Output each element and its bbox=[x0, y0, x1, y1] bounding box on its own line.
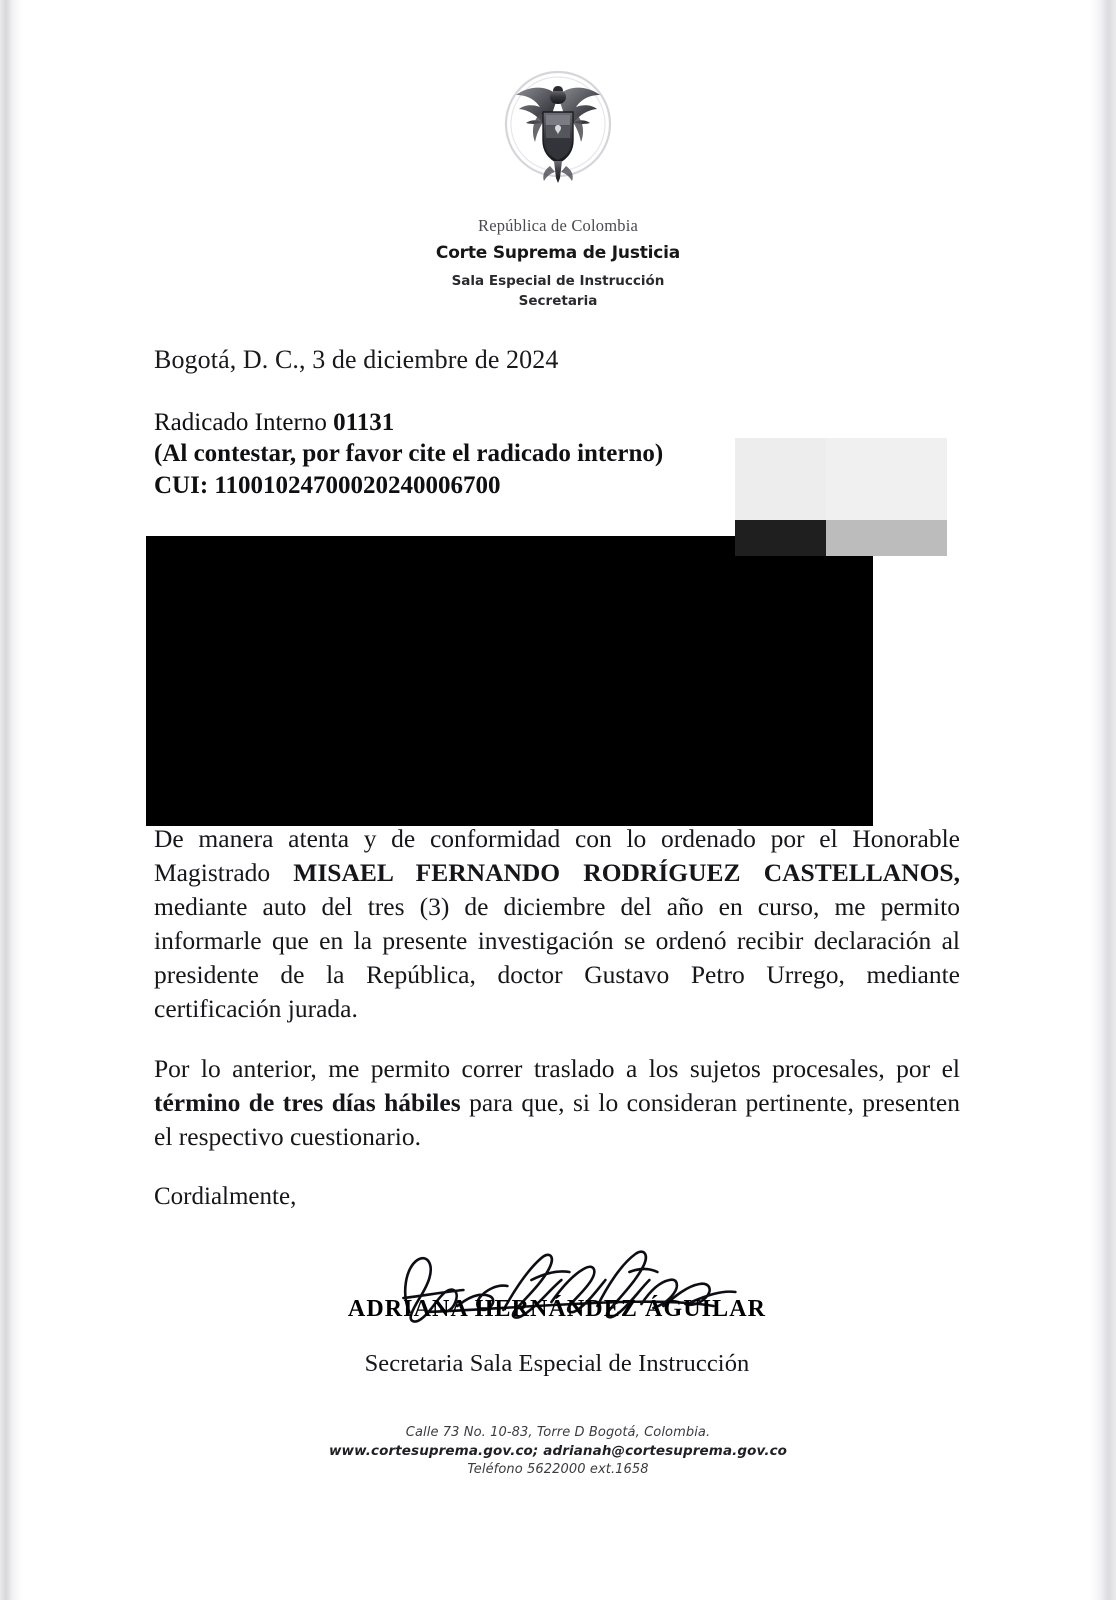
letterhead-court-name: Corte Suprema de Justicia bbox=[435, 242, 681, 263]
document-footer bbox=[0, 1425, 1116, 1477]
colombia-coat-of-arms-icon bbox=[488, 62, 628, 202]
paragraph-two bbox=[154, 1052, 960, 1154]
footer-web-email: www.cortesuprema.gov.co; adrianah@cortesuprema.gov.co bbox=[328, 1443, 788, 1459]
radicado-label: Radicado Interno bbox=[154, 408, 334, 436]
paragraph-two-text-b: para que, si lo consideran pertinente, presenten el respectivo cuestionario. bbox=[154, 1088, 960, 1152]
date-line: Bogotá, D. C., 3 de diciembre de 2024 bbox=[154, 345, 559, 374]
radicado-internal-line bbox=[154, 407, 960, 439]
redaction-block-light-a bbox=[735, 438, 826, 520]
redaction-block-main bbox=[146, 536, 873, 826]
signature-area bbox=[154, 1240, 960, 1344]
signer-name: ADRIANA HERNÁNDEZ ÁGUILAR bbox=[347, 1296, 767, 1322]
paragraph-one bbox=[154, 822, 960, 1025]
closing-salutation: Cordialmente, bbox=[154, 1183, 297, 1210]
paragraph-two-text-a: Por lo anterior, me permito correr traslado a los sujetos procesales, por el bbox=[154, 1054, 960, 1084]
radicado-note: (Al contestar, por favor cite el radicado interno) bbox=[154, 440, 664, 467]
signer-title: Secretaria Sala Especial de Instrucción bbox=[364, 1350, 750, 1377]
deadline-term: término de tres días hábiles bbox=[154, 1088, 461, 1118]
redaction-block-dark bbox=[735, 520, 826, 556]
footer-address: Calle 73 No. 10-83, Torre D Bogotá, Colombia. bbox=[405, 1425, 711, 1440]
letterhead-republic: República de Colombia bbox=[478, 216, 638, 235]
magistrate-name: MISAEL FERNANDO RODRÍGUEZ CASTELLANOS, bbox=[293, 857, 960, 887]
paragraph-one-text-b: mediante auto del tres (3) de diciembre del año en curso, me permito informarle que en la presente investigación se ordenó recibir declaración al presidente de la República, doctor Gustavo Petro Urrego, mediante certificación jurada. bbox=[154, 891, 960, 1023]
letterhead bbox=[0, 62, 1116, 311]
paragraph-one-text-a: De manera atenta y de conformidad con lo ordenado por el Honorable Magistrado bbox=[154, 824, 960, 887]
radicado-number: 01131 bbox=[333, 408, 395, 436]
redaction-block-light-b bbox=[826, 438, 947, 520]
letterhead-office: Secretaria bbox=[518, 293, 598, 310]
cui-line: CUI: 11001024700020240006700 bbox=[154, 471, 501, 499]
redaction-block-medium bbox=[826, 520, 947, 556]
letterhead-chamber: Sala Especial de Instrucción bbox=[451, 273, 665, 290]
footer-phone: Teléfono 5622000 ext.1658 bbox=[467, 1462, 649, 1477]
signature-block bbox=[154, 1240, 960, 1378]
body-paragraphs bbox=[154, 822, 960, 1154]
